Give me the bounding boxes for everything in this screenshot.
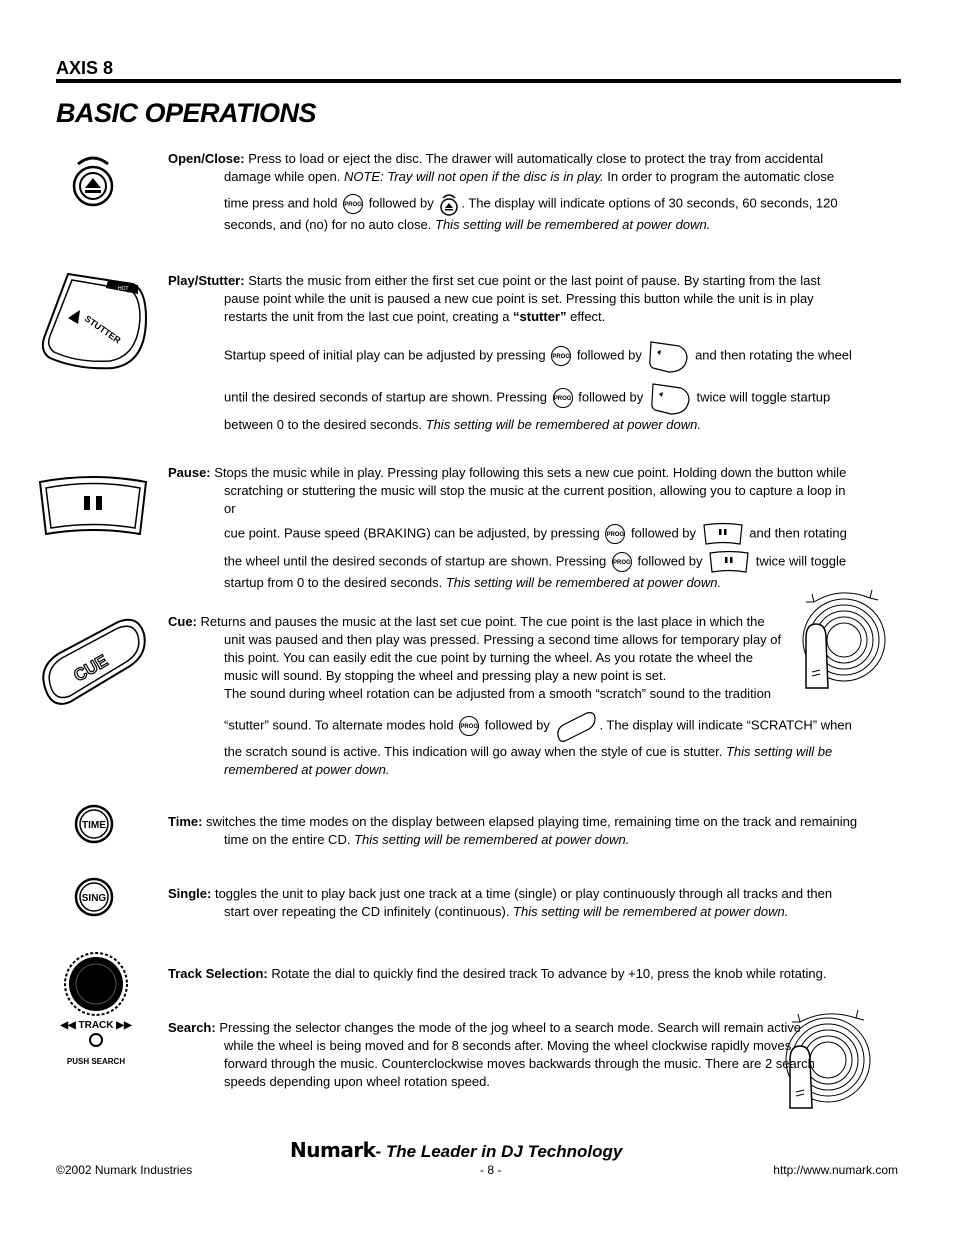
track-selection-label: Track Selection:	[168, 966, 268, 981]
prog-icon: PROG	[459, 716, 479, 736]
play-stutter-text-3: Startup speed of initial play can be adjusted by pressing	[224, 347, 550, 363]
stutter-word: “stutter”	[513, 309, 567, 324]
pause-text-2: cue point. Pause speed (BRAKING) can be adjusted, by pressing	[224, 525, 604, 541]
footer-url[interactable]: http://www.numark.com	[773, 1163, 898, 1177]
pause-text-5: the wheel until the desired seconds of startup are shown. Pressing	[224, 553, 610, 569]
open-close-text-3: time press and hold	[224, 195, 342, 211]
pause-text-1: Stops the music while in play. Pressing play following this sets a new cue point. Holding down the button while scratching or stuttering the music will stop the music at the current position, allowing you to capture a loop in or	[210, 465, 847, 516]
open-close-note: NOTE: Tray will not open if the disc is in play.	[343, 169, 604, 184]
track-knob-icon	[56, 950, 136, 1070]
pause-small-icon	[708, 550, 750, 574]
footer-tagline: - The Leader in DJ Technology	[375, 1142, 623, 1161]
single-section	[168, 885, 858, 921]
header-rule	[56, 79, 901, 83]
stutter-button-icon	[38, 268, 150, 374]
pause-text-6: followed by	[633, 553, 707, 569]
cue-small-icon	[555, 709, 597, 743]
prog-icon: PROG	[612, 552, 632, 572]
search-section	[168, 1019, 858, 1091]
model-name: AXIS 8	[56, 58, 114, 78]
cue-label-text: Cue:	[168, 614, 197, 629]
play-stutter-text-6: until the desired seconds of startup are shown. Pressing	[224, 389, 551, 405]
track-section	[168, 965, 858, 983]
cue-label: CUE	[70, 651, 112, 686]
single-remember: This setting will be remembered at power down.	[513, 904, 789, 919]
search-label: Search:	[168, 1020, 216, 1035]
single-text-1: toggles the unit to play back just one track at a time (single) or play continuously through all tracks and then start over repeating the CD infinitely (continuous).	[211, 886, 833, 919]
open-close-text-5: . The display will indicate options of 30 seconds, 60 seconds, 120 seconds, and (no) for no auto close.	[224, 195, 838, 232]
prog-icon: PROG	[551, 346, 571, 366]
pause-text-7: twice will toggle startup from 0 to the desired seconds.	[224, 553, 847, 590]
pause-section	[168, 464, 858, 592]
open-close-remember: This setting will be remembered at power down.	[435, 217, 711, 232]
cue-text-3: “stutter” sound. To alternate modes hold	[224, 717, 458, 733]
time-label-text: Time:	[168, 814, 203, 829]
play-stutter-text-5: and then rotating the wheel	[691, 347, 852, 363]
eject-icon	[439, 192, 459, 216]
play-stutter-text-1: Starts the music from either the first set cue point or the last point of pause. By starting from the last pause point while the unit is paused a new cue point is set. Pressing this button while the unit is in play restarts the unit from the last cue point, creating a	[224, 273, 821, 324]
play-stutter-text-8: twice will toggle startup between 0 to the desired seconds.	[224, 389, 831, 432]
push-search-label: PUSH SEARCH	[66, 1057, 126, 1066]
prog-icon: PROG	[553, 388, 573, 408]
footer-brand	[290, 1138, 622, 1162]
time-text-1: switches the time modes on the display between elapsed playing time, remaining time on the track and remaining time on the entire CD.	[202, 814, 858, 847]
play-stutter-remember: This setting will be remembered at power down.	[425, 417, 701, 432]
time-remember: This setting will be remembered at power down.	[354, 832, 630, 847]
cue-section	[168, 613, 858, 779]
cue-text-2: The sound during wheel rotation can be adjusted from a smooth “scratch” sound to the tradition	[224, 686, 772, 701]
eject-button-icon	[68, 152, 118, 208]
single-label-text: Single:	[168, 886, 212, 901]
prog-icon: PROG	[343, 194, 363, 214]
cue-text-4: followed by	[481, 717, 554, 733]
search-text-1: Pressing the selector changes the mode of the jog wheel to a search mode. Search will remain active while the wheel is being moved and for 8 seconds after. Moving the wheel clockwise rapidly moves forward through the music. Counterclockwise moves backwards through the music. There are 2 search speeds depending upon wheel rotation speed.	[215, 1020, 815, 1089]
time-label: TIME	[82, 820, 106, 831]
stutter-label: STUTTER	[82, 313, 123, 346]
page-title: BASIC OPERATIONS	[56, 98, 317, 128]
play-stutter-label: Play/Stutter:	[168, 273, 245, 288]
cue-text-5: . The display will indicate “SCRATCH” when the scratch sound is active. This indication will go away when the style of cue is stutter.	[224, 717, 852, 759]
play-stutter-section	[168, 272, 858, 434]
time-section	[168, 813, 858, 849]
pause-small-icon	[702, 522, 744, 546]
open-close-section	[168, 150, 858, 234]
pause-remember: This setting will be remembered at power down.	[445, 575, 722, 590]
footer-copyright: ©2002 Numark Industries	[56, 1163, 193, 1177]
pause-button-icon	[36, 474, 150, 540]
pause-label: Pause:	[168, 465, 211, 480]
pause-text-3: followed by	[627, 525, 700, 541]
open-close-text-4: followed by	[365, 195, 438, 211]
single-button-icon	[74, 877, 114, 917]
sing-label: SING	[81, 893, 107, 904]
stutter-small-icon	[649, 380, 691, 416]
cue-button-icon	[38, 614, 148, 710]
play-stutter-text-4: followed by	[573, 347, 646, 363]
track-text-1: Rotate the dial to quickly find the desired track To advance by +10, press the knob while rotating.	[267, 966, 827, 981]
open-close-text-1: Press to load or eject the disc. The drawer will automatically close to protect the tray from accidental damage while open.	[224, 151, 824, 184]
open-close-label: Open/Close:	[168, 151, 245, 166]
time-button-icon	[74, 804, 114, 844]
numark-logo: Numark	[290, 1138, 376, 1162]
pause-text-4: and then rotating	[745, 525, 847, 541]
open-close-text-2: In order to program the automatic close	[603, 169, 835, 184]
cue-text-1: Returns and pauses the music at the last set cue point. The cue point is the last place in which the unit was paused and then play was pressed. Pressing a second time allows for temporary play of this point. You can easily edit the cue point by turning the wheel. As you rotate the wheel the music will sound. By stopping the wheel and pressing play a new point is set.	[196, 614, 782, 683]
track-label: ◀◀ TRACK ▶▶	[60, 1020, 132, 1031]
cue-remember: This setting will be remembered at power down.	[224, 744, 833, 777]
play-stutter-text-7: followed by	[574, 389, 647, 405]
prog-icon: PROG	[605, 524, 625, 544]
page-number: - 8 -	[480, 1163, 502, 1177]
play-stutter-text-2: effect.	[566, 309, 606, 324]
stutter-small-icon	[647, 338, 689, 374]
hot-label: HOT	[118, 286, 129, 292]
